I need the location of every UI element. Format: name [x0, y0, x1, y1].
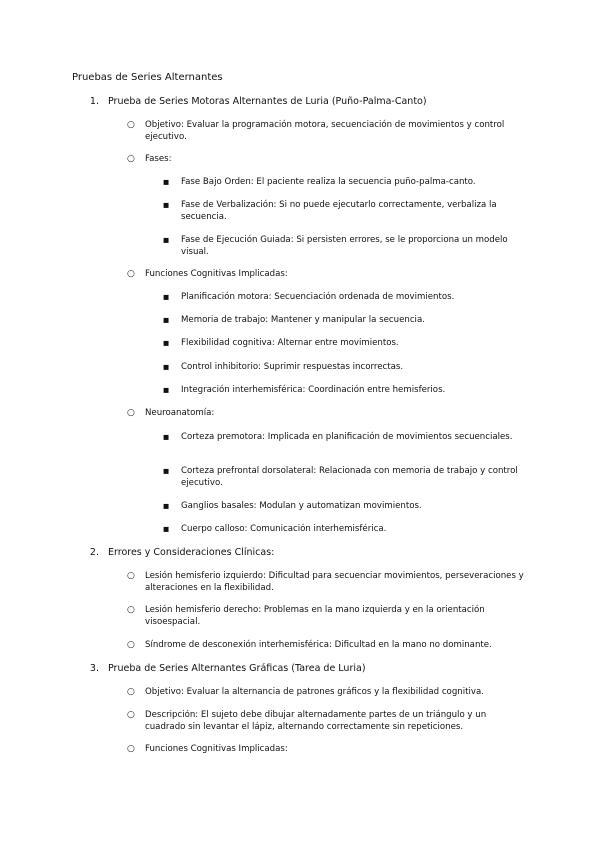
- sub-list-item: Memoria de trabajo: Mantener y manipular la secuencia.: [181, 315, 425, 325]
- square-bullet-icon: ■: [163, 363, 170, 371]
- sub-list-item: Corteza prefrontal dorsolateral: Relacionada con memoria de trabajo y control ejecutivo.: [181, 466, 518, 488]
- section-heading: Prueba de Series Motoras Alternantes de Luria (Puño-Palma-Canto): [108, 96, 427, 107]
- list-item: Lesión hemisferio izquierdo: Dificultad para secuenciar movimientos, perseveraciones y alteraciones en la flexibilidad.: [145, 571, 524, 593]
- list-item: Síndrome de desconexión interhemisférica: Dificultad en la mano no dominante.: [145, 640, 492, 650]
- list-item: Neuroanatomía:: [145, 408, 215, 418]
- circle-bullet-icon: ○: [127, 744, 135, 754]
- document-title: Pruebas de Series Alternantes: [72, 72, 223, 83]
- circle-bullet-icon: ○: [127, 710, 135, 720]
- circle-bullet-icon: ○: [127, 605, 135, 615]
- sub-list-item: Integración interhemisférica: Coordinación entre hemisferios.: [181, 385, 446, 395]
- square-bullet-icon: ■: [163, 433, 170, 441]
- list-item: Objetivo: Evaluar la programación motora, secuenciación de movimientos y control ejecutivo.: [145, 120, 505, 142]
- list-item: Objetivo: Evaluar la alternancia de patrones gráficos y la flexibilidad cognitiva.: [145, 687, 484, 697]
- sub-list-item: Flexibilidad cognitiva: Alternar entre movimientos.: [181, 338, 399, 348]
- square-bullet-icon: ■: [163, 236, 170, 244]
- square-bullet-icon: ■: [163, 525, 170, 533]
- square-bullet-icon: ■: [163, 178, 170, 186]
- sub-list-item: Cuerpo calloso: Comunicación interhemisférica.: [181, 524, 387, 534]
- section-number: 1.: [89, 96, 99, 107]
- circle-bullet-icon: ○: [127, 120, 135, 130]
- list-item: Funciones Cognitivas Implicadas:: [145, 269, 288, 279]
- sub-list-item: Planificación motora: Secuenciación ordenada de movimientos.: [181, 292, 455, 302]
- square-bullet-icon: ■: [163, 293, 170, 301]
- section-heading: Errores y Consideraciones Clínicas:: [108, 547, 275, 558]
- circle-bullet-icon: ○: [127, 408, 135, 418]
- list-item: Funciones Cognitivas Implicadas:: [145, 744, 288, 754]
- circle-bullet-icon: ○: [127, 154, 135, 164]
- section-number: 3.: [89, 663, 99, 674]
- square-bullet-icon: ■: [163, 386, 170, 394]
- list-item: Descripción: El sujeto debe dibujar alternadamente partes de un triángulo y un cuadrado sin levantar el lápiz, alternando correctamente sin repeticiones.: [145, 710, 487, 732]
- sub-list-item: Fase de Ejecución Guiada: Si persisten errores, se le proporciona un modelo visual.: [181, 235, 508, 257]
- sub-list-item: Corteza premotora: Implicada en planificación de movimientos secuenciales.: [181, 432, 513, 442]
- section-heading: Prueba de Series Alternantes Gráficas (Tarea de Luria): [108, 663, 366, 674]
- circle-bullet-icon: ○: [127, 640, 135, 650]
- list-item: Lesión hemisferio derecho: Problemas en la mano izquierda y en la orientación visoespacial.: [145, 605, 485, 627]
- circle-bullet-icon: ○: [127, 269, 135, 279]
- circle-bullet-icon: ○: [127, 687, 135, 697]
- sub-list-item: Ganglios basales: Modulan y automatizan movimientos.: [181, 501, 422, 511]
- sub-list-item: Fase de Verbalización: Si no puede ejecutarlo correctamente, verbaliza la secuencia.: [181, 200, 497, 222]
- list-item: Fases:: [145, 154, 172, 164]
- circle-bullet-icon: ○: [127, 571, 135, 581]
- square-bullet-icon: ■: [163, 316, 170, 324]
- square-bullet-icon: ■: [163, 201, 170, 209]
- section-number: 2.: [89, 547, 99, 558]
- sub-list-item: Fase Bajo Orden: El paciente realiza la secuencia puño-palma-canto.: [181, 177, 476, 187]
- square-bullet-icon: ■: [163, 502, 170, 510]
- square-bullet-icon: ■: [163, 467, 170, 475]
- sub-list-item: Control inhibitorio: Suprimir respuestas incorrectas.: [181, 362, 404, 372]
- square-bullet-icon: ■: [163, 339, 170, 347]
